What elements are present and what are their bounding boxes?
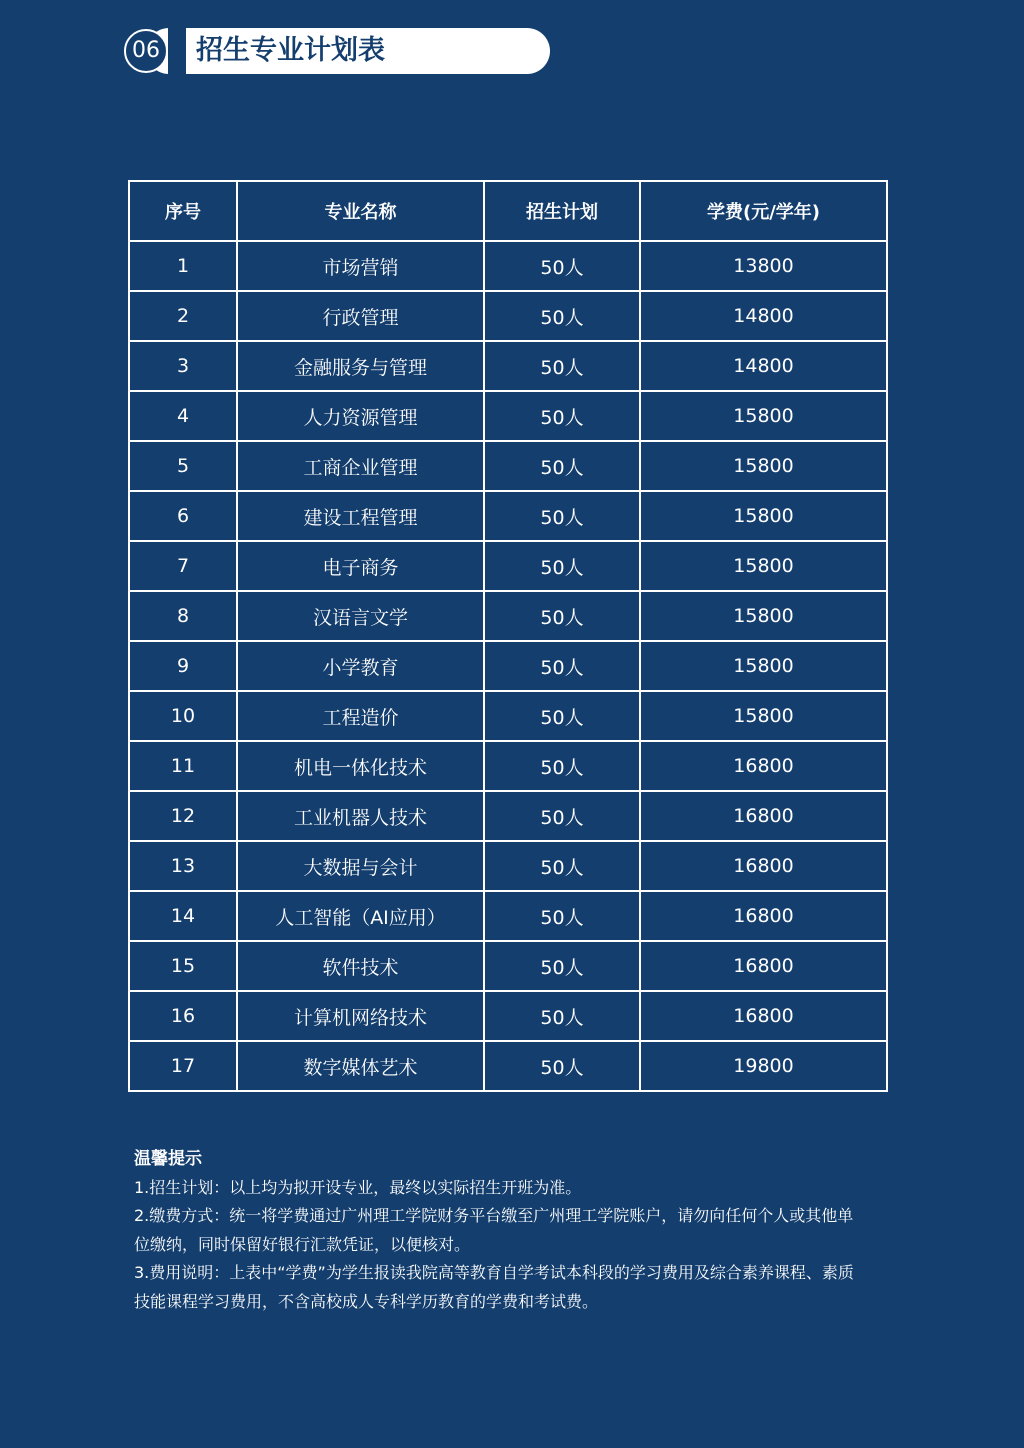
table-body [129, 241, 887, 1091]
notes-title: 温馨提示 [134, 1149, 202, 1169]
table-row [129, 991, 887, 1041]
cell-number: 9 [129, 641, 237, 691]
cell-number: 16 [129, 991, 237, 1041]
cell-fee: 14800 [640, 341, 887, 391]
table-row [129, 791, 887, 841]
cell-plan: 50人 [484, 841, 640, 891]
cell-major: 汉语言文学 [237, 591, 484, 641]
cell-plan: 50人 [484, 491, 640, 541]
cell-fee: 16800 [640, 991, 887, 1041]
cell-number: 8 [129, 591, 237, 641]
cell-number: 13 [129, 841, 237, 891]
cell-number: 7 [129, 541, 237, 591]
table-row [129, 591, 887, 641]
cell-fee: 15800 [640, 591, 887, 641]
cell-number: 14 [129, 891, 237, 941]
cell-number: 15 [129, 941, 237, 991]
cell-major: 软件技术 [237, 941, 484, 991]
cell-plan: 50人 [484, 991, 640, 1041]
table-row [129, 291, 887, 341]
cell-number: 2 [129, 291, 237, 341]
cell-major: 工商企业管理 [237, 441, 484, 491]
column-header-fee: 学费(元/学年) [640, 181, 887, 241]
cell-plan: 50人 [484, 741, 640, 791]
cell-fee: 16800 [640, 891, 887, 941]
cell-fee: 16800 [640, 841, 887, 891]
cell-fee: 15800 [640, 541, 887, 591]
cell-plan: 50人 [484, 241, 640, 291]
cell-fee: 15800 [640, 491, 887, 541]
cell-fee: 16800 [640, 741, 887, 791]
table-row [129, 491, 887, 541]
cell-fee: 19800 [640, 1041, 887, 1091]
cell-major: 大数据与会计 [237, 841, 484, 891]
cell-number: 11 [129, 741, 237, 791]
cell-fee: 14800 [640, 291, 887, 341]
cell-fee: 15800 [640, 441, 887, 491]
cell-major: 人力资源管理 [237, 391, 484, 441]
table-row [129, 641, 887, 691]
cell-fee: 15800 [640, 691, 887, 741]
notes-section [134, 1145, 854, 1316]
cell-fee: 16800 [640, 941, 887, 991]
cell-plan: 50人 [484, 541, 640, 591]
table-row [129, 1041, 887, 1091]
table-row [129, 441, 887, 491]
cell-plan: 50人 [484, 341, 640, 391]
header-pill-gap [168, 28, 186, 74]
cell-fee: 13800 [640, 241, 887, 291]
column-header-plan: 招生计划 [484, 181, 640, 241]
cell-fee: 16800 [640, 791, 887, 841]
enrollment-plan-table [128, 180, 888, 1092]
table-header-row [129, 181, 887, 241]
table-row [129, 241, 887, 291]
table-row [129, 891, 887, 941]
page-title: 招生专业计划表 [196, 35, 385, 66]
cell-major: 建设工程管理 [237, 491, 484, 541]
cell-number: 1 [129, 241, 237, 291]
note-enrollment-plan: 1.招生计划：以上均为拟开设专业，最终以实际招生开班为准。 [134, 1177, 582, 1197]
column-header-major: 专业名称 [237, 181, 484, 241]
cell-major: 电子商务 [237, 541, 484, 591]
cell-plan: 50人 [484, 391, 640, 441]
cell-major: 计算机网络技术 [237, 991, 484, 1041]
cell-number: 10 [129, 691, 237, 741]
cell-plan: 50人 [484, 441, 640, 491]
note-payment-method: 2.缴费方式：统一将学费通过广州理工学院财务平台缴至广州理工学院账户，请勿向任何个人或其他单位缴纳，同时保留好银行汇款凭证，以便核对。 [134, 1206, 854, 1254]
cell-number: 12 [129, 791, 237, 841]
cell-major: 工业机器人技术 [237, 791, 484, 841]
table-row [129, 391, 887, 441]
cell-major: 行政管理 [237, 291, 484, 341]
cell-plan: 50人 [484, 891, 640, 941]
cell-major: 机电一体化技术 [237, 741, 484, 791]
cell-major: 工程造价 [237, 691, 484, 741]
cell-major: 人工智能（AI应用） [237, 891, 484, 941]
cell-number: 4 [129, 391, 237, 441]
cell-plan: 50人 [484, 641, 640, 691]
table-row [129, 341, 887, 391]
cell-major: 小学教育 [237, 641, 484, 691]
table-row [129, 691, 887, 741]
section-number-badge: 06 [124, 29, 168, 73]
cell-plan: 50人 [484, 1041, 640, 1091]
cell-fee: 15800 [640, 391, 887, 441]
table-row [129, 741, 887, 791]
cell-number: 3 [129, 341, 237, 391]
table-row [129, 541, 887, 591]
cell-major: 金融服务与管理 [237, 341, 484, 391]
table-row [129, 941, 887, 991]
column-header-number: 序号 [129, 181, 237, 241]
cell-plan: 50人 [484, 941, 640, 991]
cell-number: 6 [129, 491, 237, 541]
table-row [129, 841, 887, 891]
cell-fee: 15800 [640, 641, 887, 691]
cell-plan: 50人 [484, 591, 640, 641]
cell-plan: 50人 [484, 691, 640, 741]
cell-major: 市场营销 [237, 241, 484, 291]
cell-plan: 50人 [484, 791, 640, 841]
cell-major: 数字媒体艺术 [237, 1041, 484, 1091]
cell-number: 5 [129, 441, 237, 491]
note-fee-description: 3.费用说明：上表中“学费”为学生报读我院高等教育自学考试本科段的学习费用及综合素养课程、素质技能课程学习费用，不含高校成人专科学历教育的学费和考试费。 [134, 1263, 854, 1311]
cell-plan: 50人 [484, 291, 640, 341]
cell-number: 17 [129, 1041, 237, 1091]
